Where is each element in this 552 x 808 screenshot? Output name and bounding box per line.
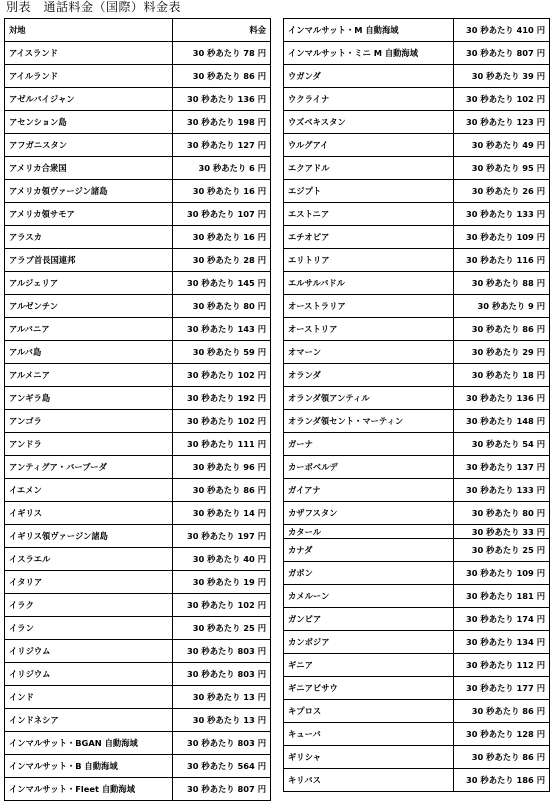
rate-cell: 30 秒あたり 127 円 (173, 134, 271, 157)
destination-cell: ガーナ (284, 433, 454, 456)
destination-cell: エリトリア (284, 249, 454, 272)
destination-cell: インマルサット・BGAN 自動海域 (5, 732, 173, 755)
rate-cell: 30 秒あたり 9 円 (454, 295, 550, 318)
table-row (5, 226, 271, 249)
page-title: 別表 通話料金（国際）料金表 (6, 0, 182, 14)
rate-cell: 30 秒あたり 133 円 (454, 203, 550, 226)
table-row (5, 111, 271, 134)
destination-cell: カンボジア (284, 631, 454, 654)
destination-cell: キリバス (284, 769, 454, 792)
destination-cell: エストニア (284, 203, 454, 226)
rate-cell: 30 秒あたり 29 円 (454, 341, 550, 364)
table-row (284, 318, 550, 341)
destination-cell: イリジウム (5, 663, 173, 686)
table-row (5, 65, 271, 88)
rate-cell: 30 秒あたり 40 円 (173, 548, 271, 571)
rate-cell: 30 秒あたり 33 円 (454, 525, 550, 539)
rate-cell: 30 秒あたり 192 円 (173, 387, 271, 410)
rate-cell: 30 秒あたり 111 円 (173, 433, 271, 456)
destination-cell: ギニアビサウ (284, 677, 454, 700)
table-header-row (5, 19, 271, 42)
destination-cell: イスラエル (5, 548, 173, 571)
destination-cell: インマルサット・B 自動海域 (5, 755, 173, 778)
rate-cell: 30 秒あたり 102 円 (173, 410, 271, 433)
destination-cell: アンギラ島 (5, 387, 173, 410)
table-row (5, 732, 271, 755)
table-row (5, 778, 271, 801)
table-row (5, 548, 271, 571)
rate-cell: 30 秒あたり 26 円 (454, 180, 550, 203)
destination-cell: アルメニア (5, 364, 173, 387)
destination-cell: ウルグアイ (284, 134, 454, 157)
rate-cell: 30 秒あたり 197 円 (173, 525, 271, 548)
table-row (284, 433, 550, 456)
table-row (284, 249, 550, 272)
table-row (284, 479, 550, 502)
rate-cell: 30 秒あたり 59 円 (173, 341, 271, 364)
table-row (5, 249, 271, 272)
destination-cell: アメリカ領サモア (5, 203, 173, 226)
table-row (284, 585, 550, 608)
table-row (5, 709, 271, 732)
table-row (5, 525, 271, 548)
table-row (284, 769, 550, 792)
rate-cell: 30 秒あたり 136 円 (173, 88, 271, 111)
rate-cell: 30 秒あたり 807 円 (454, 42, 550, 65)
destination-cell: カメルーン (284, 585, 454, 608)
rate-cell: 30 秒あたり 112 円 (454, 654, 550, 677)
rate-cell: 30 秒あたり 49 円 (454, 134, 550, 157)
destination-cell: イタリア (5, 571, 173, 594)
rate-cell: 30 秒あたり 102 円 (173, 594, 271, 617)
table-row (284, 723, 550, 746)
destination-cell: オーストラリア (284, 295, 454, 318)
table-row (5, 686, 271, 709)
rate-cell: 30 秒あたり 80 円 (173, 295, 271, 318)
destination-cell: イエメン (5, 479, 173, 502)
rate-cell: 30 秒あたり 96 円 (173, 456, 271, 479)
rate-cell: 30 秒あたり 86 円 (454, 700, 550, 723)
table-row (5, 364, 271, 387)
table-row (5, 157, 271, 180)
destination-cell: カタール (284, 525, 454, 539)
table-row (5, 663, 271, 686)
rate-table-left (4, 18, 271, 801)
table-row (284, 502, 550, 525)
table-row (284, 203, 550, 226)
rate-cell: 30 秒あたり 86 円 (454, 318, 550, 341)
destination-cell: ウガンダ (284, 65, 454, 88)
table-row (284, 42, 550, 65)
rate-cell: 30 秒あたり 145 円 (173, 272, 271, 295)
table-row (284, 700, 550, 723)
destination-cell: アルゼンチン (5, 295, 173, 318)
destination-cell: アラスカ (5, 226, 173, 249)
rate-cell: 30 秒あたり 186 円 (454, 769, 550, 792)
destination-cell: キプロス (284, 700, 454, 723)
table-row (5, 479, 271, 502)
rate-cell: 30 秒あたり 13 円 (173, 686, 271, 709)
destination-cell: アイスランド (5, 42, 173, 65)
destination-cell: オランダ領セント・マーティン (284, 410, 454, 433)
destination-cell: インド (5, 686, 173, 709)
rate-cell: 30 秒あたり 102 円 (173, 364, 271, 387)
destination-cell: ガイアナ (284, 479, 454, 502)
destination-cell: アルバニア (5, 318, 173, 341)
table-row (5, 295, 271, 318)
destination-cell: キューバ (284, 723, 454, 746)
table-row (284, 608, 550, 631)
rate-cell: 30 秒あたり 16 円 (173, 180, 271, 203)
destination-cell: ガンビア (284, 608, 454, 631)
destination-cell: アンドラ (5, 433, 173, 456)
table-row (284, 456, 550, 479)
table-row (5, 272, 271, 295)
table-row (5, 134, 271, 157)
destination-cell: アフガニスタン (5, 134, 173, 157)
table-row (284, 19, 550, 42)
rate-cell: 30 秒あたり 14 円 (173, 502, 271, 525)
table-row (5, 617, 271, 640)
table-row (5, 755, 271, 778)
table-row (5, 410, 271, 433)
rate-cell: 30 秒あたり 28 円 (173, 249, 271, 272)
rate-cell: 30 秒あたり 174 円 (454, 608, 550, 631)
rate-cell: 30 秒あたり 137 円 (454, 456, 550, 479)
table-row (284, 111, 550, 134)
table-row (284, 654, 550, 677)
destination-cell: インドネシア (5, 709, 173, 732)
rate-cell: 30 秒あたり 143 円 (173, 318, 271, 341)
rate-cell: 30 秒あたり 177 円 (454, 677, 550, 700)
table-row (284, 677, 550, 700)
table-row (284, 157, 550, 180)
rate-cell: 30 秒あたり 134 円 (454, 631, 550, 654)
rate-cell: 30 秒あたり 54 円 (454, 433, 550, 456)
destination-cell: アセンション島 (5, 111, 173, 134)
destination-cell: カザフスタン (284, 502, 454, 525)
rate-cell: 30 秒あたり 25 円 (173, 617, 271, 640)
destination-cell: イギリス (5, 502, 173, 525)
table-row (284, 272, 550, 295)
destination-cell: エルサルバドル (284, 272, 454, 295)
destination-cell: ウクライナ (284, 88, 454, 111)
destination-cell: イラン (5, 617, 173, 640)
table-row (5, 433, 271, 456)
destination-cell: エクアドル (284, 157, 454, 180)
rate-cell: 30 秒あたり 116 円 (454, 249, 550, 272)
destination-cell: インマルサット・Fleet 自動海域 (5, 778, 173, 801)
rate-cell: 30 秒あたり 18 円 (454, 364, 550, 387)
destination-cell: アメリカ合衆国 (5, 157, 173, 180)
table-row (5, 640, 271, 663)
table-row (284, 539, 550, 562)
destination-cell: オランダ (284, 364, 454, 387)
table-row (284, 226, 550, 249)
rate-cell: 30 秒あたり 803 円 (173, 732, 271, 755)
destination-cell: アメリカ領ヴァージン諸島 (5, 180, 173, 203)
table-row (5, 318, 271, 341)
destination-cell: ウズベキスタン (284, 111, 454, 134)
destination-cell: イリジウム (5, 640, 173, 663)
destination-cell: カーボベルデ (284, 456, 454, 479)
table-row (284, 746, 550, 769)
rate-cell: 30 秒あたり 102 円 (454, 88, 550, 111)
table-row (284, 525, 550, 539)
destination-cell: ギニア (284, 654, 454, 677)
rate-cell: 30 秒あたり 564 円 (173, 755, 271, 778)
table-row (284, 88, 550, 111)
rate-cell: 30 秒あたり 410 円 (454, 19, 550, 42)
rate-table-right (283, 18, 550, 792)
table-row (5, 203, 271, 226)
destination-cell: ガボン (284, 562, 454, 585)
destination-cell: インマルサット・ミニ M 自動海域 (284, 42, 454, 65)
rate-cell: 30 秒あたり 128 円 (454, 723, 550, 746)
table-row (5, 502, 271, 525)
rate-cell: 30 秒あたり 133 円 (454, 479, 550, 502)
table-row (284, 134, 550, 157)
table-row (5, 387, 271, 410)
table-row (284, 341, 550, 364)
rate-cell: 30 秒あたり 88 円 (454, 272, 550, 295)
destination-cell: アルバ島 (5, 341, 173, 364)
rate-cell: 30 秒あたり 95 円 (454, 157, 550, 180)
rate-cell: 30 秒あたり 136 円 (454, 387, 550, 410)
table-row (5, 341, 271, 364)
rate-cell: 30 秒あたり 6 円 (173, 157, 271, 180)
table-row (5, 571, 271, 594)
rate-cell: 30 秒あたり 19 円 (173, 571, 271, 594)
table-row (284, 562, 550, 585)
table-row (284, 180, 550, 203)
header-destination: 対地 (5, 19, 173, 42)
destination-cell: インマルサット・M 自動海域 (284, 19, 454, 42)
rate-cell: 30 秒あたり 80 円 (454, 502, 550, 525)
destination-cell: アンゴラ (5, 410, 173, 433)
rate-cell: 30 秒あたり 803 円 (173, 663, 271, 686)
table-row (284, 631, 550, 654)
rate-cell: 30 秒あたり 123 円 (454, 111, 550, 134)
rate-cell: 30 秒あたり 109 円 (454, 226, 550, 249)
table-row (5, 88, 271, 111)
table-row (284, 410, 550, 433)
rate-cell: 30 秒あたり 107 円 (173, 203, 271, 226)
table-row (284, 65, 550, 88)
table-row (5, 42, 271, 65)
table-row (5, 456, 271, 479)
destination-cell: エジプト (284, 180, 454, 203)
destination-cell: アイルランド (5, 65, 173, 88)
rate-cell: 30 秒あたり 86 円 (173, 479, 271, 502)
rate-cell: 30 秒あたり 78 円 (173, 42, 271, 65)
rate-cell: 30 秒あたり 16 円 (173, 226, 271, 249)
table-row (284, 364, 550, 387)
table-row (284, 295, 550, 318)
rate-cell: 30 秒あたり 86 円 (454, 746, 550, 769)
destination-cell: オーストリア (284, 318, 454, 341)
destination-cell: アゼルバイジャン (5, 88, 173, 111)
destination-cell: エチオピア (284, 226, 454, 249)
table-row (5, 180, 271, 203)
table-row (284, 387, 550, 410)
destination-cell: オランダ領アンティル (284, 387, 454, 410)
destination-cell: アラブ首長国連邦 (5, 249, 173, 272)
rate-cell: 30 秒あたり 807 円 (173, 778, 271, 801)
rate-cell: 30 秒あたり 25 円 (454, 539, 550, 562)
header-rate: 料金 (173, 19, 271, 42)
rate-cell: 30 秒あたり 86 円 (173, 65, 271, 88)
rate-cell: 30 秒あたり 148 円 (454, 410, 550, 433)
destination-cell: カナダ (284, 539, 454, 562)
rate-cell: 30 秒あたり 181 円 (454, 585, 550, 608)
rate-cell: 30 秒あたり 803 円 (173, 640, 271, 663)
destination-cell: イギリス領ヴァージン諸島 (5, 525, 173, 548)
rate-cell: 30 秒あたり 13 円 (173, 709, 271, 732)
rate-cell: 30 秒あたり 39 円 (454, 65, 550, 88)
rate-cell: 30 秒あたり 109 円 (454, 562, 550, 585)
rate-cell: 30 秒あたり 198 円 (173, 111, 271, 134)
destination-cell: イラク (5, 594, 173, 617)
destination-cell: オマーン (284, 341, 454, 364)
destination-cell: ギリシャ (284, 746, 454, 769)
destination-cell: アルジェリア (5, 272, 173, 295)
destination-cell: アンティグア・バーブーダ (5, 456, 173, 479)
table-row (5, 594, 271, 617)
